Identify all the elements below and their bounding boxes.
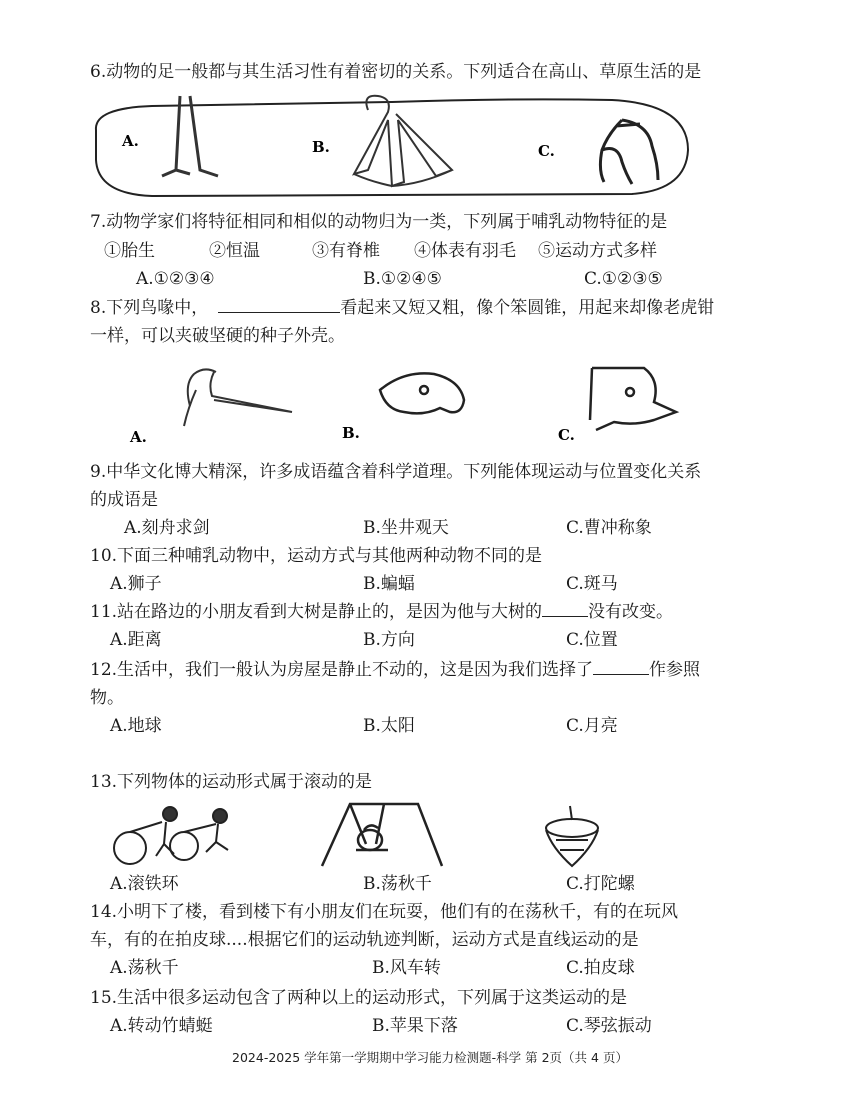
q12-stem-before: 12.生活中，我们一般认为房屋是静止不动的，这是因为我们选择了: [90, 660, 594, 680]
ostrich-leg-icon: [162, 96, 218, 176]
q8-answer-blank: [218, 294, 340, 313]
q15-stem: 15.生活中很多运动包含了两种以上的运动形式，下列属于这类运动的是: [90, 988, 628, 1008]
talon-foot-icon: [600, 120, 658, 184]
q7-option-c: C.①②③⑤: [584, 269, 663, 289]
spinning-top-icon: [546, 806, 598, 866]
hoop-rolling-icon: [114, 807, 228, 864]
q14-option-c: C.拍皮球: [566, 958, 635, 978]
q8-label-a: A.: [130, 428, 147, 446]
q7-option-a: A.①②③④: [136, 269, 215, 289]
page-footer: 2024-2025 学年第一学期期中学习能力检测题-科学 第 2页（共 4 页）: [232, 1050, 628, 1065]
q7-item-3: ③有脊椎: [312, 241, 380, 261]
q7-item-2: ②恒温: [209, 241, 260, 261]
q11-option-b: B.方向: [363, 630, 415, 650]
q6-label-a: A.: [122, 132, 139, 150]
q6-label-c: C.: [538, 142, 555, 160]
q13-option-a: A.滚铁环: [110, 874, 179, 894]
q9-option-b: B.坐井观天: [363, 518, 449, 538]
q11-stem-before: 11.站在路边的小朋友看到大树是静止的，是因为他与大树的: [90, 602, 543, 622]
q7-option-b: B.①②④⑤: [363, 269, 442, 289]
q8-stem-line2: 一样，可以夹破坚硬的种子外壳。: [90, 326, 345, 346]
q12-answer-blank: [593, 656, 649, 675]
q15-option-c: C.琴弦振动: [566, 1016, 652, 1036]
q11-stem-after: 没有改变。: [588, 602, 674, 622]
q11-answer-blank: [542, 598, 588, 617]
q9-stem-line2: 的成语是: [90, 490, 158, 510]
q14-option-b: B.风车转: [372, 958, 441, 978]
q14-stem-line2: 车，有的在拍皮球....根据它们的运动轨迹判断，运动方式是直线运动的是: [90, 930, 639, 950]
q13-stem: 13.下列物体的运动形式属于滚动的是: [90, 772, 373, 792]
q13-option-c: C.打陀螺: [566, 874, 635, 894]
q6-label-b: B.: [312, 138, 330, 156]
q8-beaks-image: [104, 350, 704, 450]
q8-stem: [90, 294, 714, 322]
q11-option-a: A.距离: [110, 630, 162, 650]
q14-stem-line1: 14.小明下了楼，看到楼下有小朋友们在玩耍，他们有的在荡秋千，有的在玩风: [90, 902, 679, 922]
q12-option-a: A.地球: [110, 716, 162, 736]
q8-stem-before: 8.下列鸟喙中，: [90, 298, 209, 318]
hooked-beak-icon: [380, 373, 464, 413]
q12-option-b: B.太阳: [363, 716, 415, 736]
q10-option-b: B.蝙蝠: [363, 574, 415, 594]
q8-stem-after: 看起来又短又粗，像个笨圆锥，用起来却像老虎钳: [340, 298, 715, 318]
q12-stem: [90, 656, 700, 684]
q6-feet-image: [92, 90, 692, 200]
q8-label-b: B.: [342, 424, 360, 442]
conical-beak-icon: [590, 368, 676, 430]
q10-option-c: C.斑马: [566, 574, 618, 594]
q10-stem: 10.下面三种哺乳动物中，运动方式与其他两种动物不同的是: [90, 546, 543, 566]
long-beak-icon: [184, 369, 292, 426]
q15-option-a: A.转动竹蜻蜓: [110, 1016, 213, 1036]
q7-item-5: ⑤运动方式多样: [538, 241, 657, 261]
q9-option-c: C.曹冲称象: [566, 518, 652, 538]
q9-stem-line1: 9.中华文化博大精深，许多成语蕴含着科学道理。下列能体现运动与位置变化关系: [90, 462, 702, 482]
q10-option-a: A.狮子: [110, 574, 162, 594]
q14-option-a: A.荡秋千: [110, 958, 179, 978]
q7-stem: 7.动物学家们将特征相同和相似的动物归为一类，下列属于哺乳动物特征的是: [90, 212, 668, 232]
q7-item-1: ①胎生: [104, 241, 155, 261]
q8-label-c: C.: [558, 426, 575, 444]
q11-option-c: C.位置: [566, 630, 618, 650]
q13-activities-image: [108, 800, 668, 872]
webbed-foot-icon: [354, 96, 452, 186]
q13-option-b: B.荡秋千: [363, 874, 432, 894]
q12-stem-after: 作参照: [649, 660, 701, 680]
q9-option-a: A.刻舟求剑: [124, 518, 210, 538]
q7-item-4: ④体表有羽毛: [414, 241, 516, 261]
q15-option-b: B.苹果下落: [372, 1016, 458, 1036]
q12-stem-line2: 物。: [90, 688, 124, 708]
swing-icon: [322, 804, 442, 866]
q11-stem: [90, 598, 673, 626]
q12-option-c: C.月亮: [566, 716, 618, 736]
q6-stem: 6.动物的足一般都与其生活习性有着密切的关系。下列适合在高山、草原生活的是: [90, 62, 702, 82]
